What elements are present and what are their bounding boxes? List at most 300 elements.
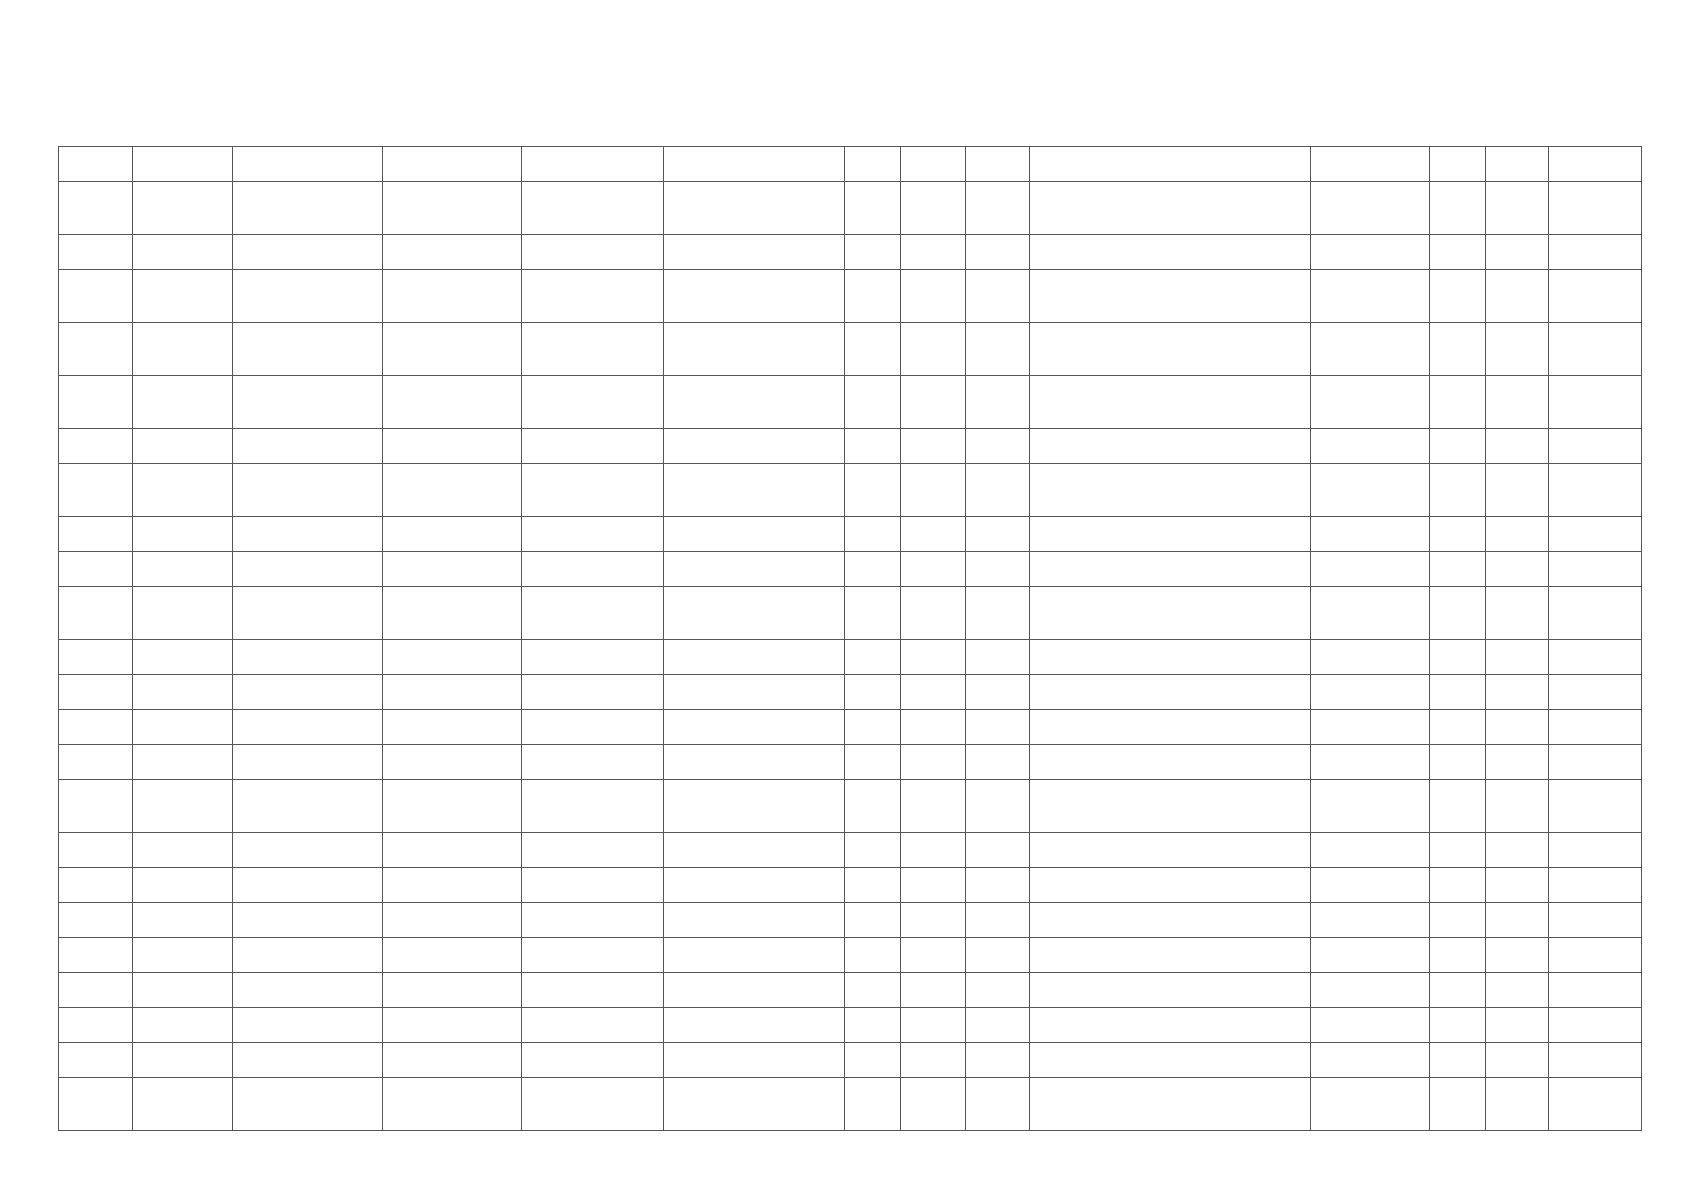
district-cell: [383, 710, 522, 745]
record-id-cell: [133, 710, 233, 745]
street-cell: [664, 903, 845, 938]
table-row: [59, 552, 1642, 587]
building-cell: [901, 833, 966, 868]
priority-cell: [1430, 868, 1486, 903]
street-cell: [664, 235, 845, 270]
end-year-cell: [1549, 903, 1642, 938]
priority-cell: [1430, 1043, 1486, 1078]
municipality-cell: [233, 780, 383, 833]
table-row: [59, 147, 1642, 182]
district-cell: [383, 903, 522, 938]
house-number-cell: [845, 1078, 901, 1131]
year-built-cell: [966, 640, 1030, 675]
plan-year-cell: [1311, 517, 1430, 552]
building-cell: [901, 973, 966, 1008]
start-year-cell: [1486, 464, 1549, 517]
house-number-cell: [845, 376, 901, 429]
house-number-cell: [845, 833, 901, 868]
work-type-cell: [1030, 1008, 1311, 1043]
building-cell: [901, 323, 966, 376]
building-cell: [901, 464, 966, 517]
municipality-cell: [233, 429, 383, 464]
building-cell: [901, 270, 966, 323]
record-id-cell: [133, 780, 233, 833]
street-cell: [664, 517, 845, 552]
district-cell: [383, 938, 522, 973]
house-number-cell: [845, 323, 901, 376]
work-type-cell: [1030, 780, 1311, 833]
start-year-cell: [1486, 552, 1549, 587]
municipality-cell: [233, 640, 383, 675]
municipality-cell: [233, 517, 383, 552]
district-cell: [383, 464, 522, 517]
settlement-cell: [522, 270, 664, 323]
house-id-cell: [59, 1043, 133, 1078]
start-year-cell: [1486, 710, 1549, 745]
record-id-cell: [133, 973, 233, 1008]
table-row: [59, 235, 1642, 270]
priority-cell: [1430, 517, 1486, 552]
table-row: [59, 429, 1642, 464]
year-built-cell: [966, 938, 1030, 973]
district-cell: [383, 973, 522, 1008]
plan-year-cell: [1311, 147, 1430, 182]
table-row: [59, 745, 1642, 780]
record-id-cell: [133, 833, 233, 868]
settlement-cell: [522, 780, 664, 833]
start-year-cell: [1486, 1078, 1549, 1131]
end-year-cell: [1549, 780, 1642, 833]
end-year-cell: [1549, 147, 1642, 182]
house-id-cell: [59, 833, 133, 868]
house-number-cell: [845, 429, 901, 464]
house-number-cell: [845, 464, 901, 517]
start-year-cell: [1486, 745, 1549, 780]
end-year-cell: [1549, 833, 1642, 868]
building-cell: [901, 552, 966, 587]
house-id-cell: [59, 675, 133, 710]
settlement-cell: [522, 745, 664, 780]
district-cell: [383, 745, 522, 780]
building-cell: [901, 182, 966, 235]
district-cell: [383, 640, 522, 675]
work-type-cell: [1030, 464, 1311, 517]
building-cell: [901, 640, 966, 675]
house-id-cell: [59, 640, 133, 675]
start-year-cell: [1486, 429, 1549, 464]
record-id-cell: [133, 376, 233, 429]
house-id-cell: [59, 147, 133, 182]
district-cell: [383, 182, 522, 235]
start-year-cell: [1486, 640, 1549, 675]
year-built-cell: [966, 1008, 1030, 1043]
district-cell: [383, 1043, 522, 1078]
end-year-cell: [1549, 973, 1642, 1008]
house-number-cell: [845, 1008, 901, 1043]
settlement-cell: [522, 182, 664, 235]
street-cell: [664, 640, 845, 675]
municipality-cell: [233, 868, 383, 903]
street-cell: [664, 710, 845, 745]
settlement-cell: [522, 833, 664, 868]
building-cell: [901, 780, 966, 833]
building-cell: [901, 675, 966, 710]
settlement-cell: [522, 868, 664, 903]
municipality-cell: [233, 1078, 383, 1131]
municipality-cell: [233, 903, 383, 938]
end-year-cell: [1549, 868, 1642, 903]
table-row: [59, 710, 1642, 745]
building-cell: [901, 587, 966, 640]
municipality-cell: [233, 973, 383, 1008]
house-id-cell: [59, 938, 133, 973]
record-id-cell: [133, 745, 233, 780]
priority-cell: [1430, 376, 1486, 429]
settlement-cell: [522, 464, 664, 517]
priority-cell: [1430, 270, 1486, 323]
plan-year-cell: [1311, 464, 1430, 517]
priority-cell: [1430, 973, 1486, 1008]
end-year-cell: [1549, 1008, 1642, 1043]
end-year-cell: [1549, 710, 1642, 745]
end-year-cell: [1549, 1043, 1642, 1078]
building-cell: [901, 517, 966, 552]
work-type-cell: [1030, 587, 1311, 640]
settlement-cell: [522, 973, 664, 1008]
table-row: [59, 833, 1642, 868]
plan-year-cell: [1311, 780, 1430, 833]
year-built-cell: [966, 429, 1030, 464]
end-year-cell: [1549, 675, 1642, 710]
street-cell: [664, 1043, 845, 1078]
house-number-cell: [845, 1043, 901, 1078]
end-year-cell: [1549, 745, 1642, 780]
house-number-cell: [845, 868, 901, 903]
end-year-cell: [1549, 938, 1642, 973]
municipality-cell: [233, 235, 383, 270]
municipality-cell: [233, 833, 383, 868]
municipality-cell: [233, 710, 383, 745]
house-id-cell: [59, 235, 133, 270]
district-cell: [383, 587, 522, 640]
plan-year-cell: [1311, 903, 1430, 938]
work-type-cell: [1030, 868, 1311, 903]
table-row: [59, 973, 1642, 1008]
year-built-cell: [966, 517, 1030, 552]
district-cell: [383, 517, 522, 552]
start-year-cell: [1486, 780, 1549, 833]
work-type-cell: [1030, 938, 1311, 973]
settlement-cell: [522, 675, 664, 710]
municipality-cell: [233, 938, 383, 973]
work-type-cell: [1030, 710, 1311, 745]
end-year-cell: [1549, 552, 1642, 587]
registry-table: [58, 146, 1642, 1131]
priority-cell: [1430, 938, 1486, 973]
street-cell: [664, 429, 845, 464]
district-cell: [383, 868, 522, 903]
district-cell: [383, 1008, 522, 1043]
house-id-cell: [59, 710, 133, 745]
house-number-cell: [845, 235, 901, 270]
settlement-cell: [522, 938, 664, 973]
priority-cell: [1430, 147, 1486, 182]
record-id-cell: [133, 1078, 233, 1131]
settlement-cell: [522, 1043, 664, 1078]
building-cell: [901, 1078, 966, 1131]
house-id-cell: [59, 517, 133, 552]
table-row: [59, 938, 1642, 973]
start-year-cell: [1486, 1043, 1549, 1078]
priority-cell: [1430, 903, 1486, 938]
house-number-cell: [845, 938, 901, 973]
street-cell: [664, 833, 845, 868]
house-id-cell: [59, 868, 133, 903]
building-cell: [901, 235, 966, 270]
house-number-cell: [845, 517, 901, 552]
table-row: [59, 903, 1642, 938]
house-id-cell: [59, 745, 133, 780]
priority-cell: [1430, 833, 1486, 868]
work-type-cell: [1030, 833, 1311, 868]
priority-cell: [1430, 587, 1486, 640]
district-cell: [383, 147, 522, 182]
record-id-cell: [133, 147, 233, 182]
end-year-cell: [1549, 376, 1642, 429]
building-cell: [901, 376, 966, 429]
start-year-cell: [1486, 323, 1549, 376]
house-id-cell: [59, 270, 133, 323]
district-cell: [383, 376, 522, 429]
municipality-cell: [233, 147, 383, 182]
district-cell: [383, 429, 522, 464]
house-number-cell: [845, 710, 901, 745]
plan-year-cell: [1311, 323, 1430, 376]
record-id-cell: [133, 1008, 233, 1043]
street-cell: [664, 973, 845, 1008]
street-cell: [664, 464, 845, 517]
table-row: [59, 640, 1642, 675]
settlement-cell: [522, 235, 664, 270]
house-id-cell: [59, 429, 133, 464]
work-type-cell: [1030, 1043, 1311, 1078]
house-id-cell: [59, 376, 133, 429]
plan-year-cell: [1311, 182, 1430, 235]
table-row: [59, 675, 1642, 710]
house-id-cell: [59, 182, 133, 235]
end-year-cell: [1549, 270, 1642, 323]
record-id-cell: [133, 587, 233, 640]
municipality-cell: [233, 270, 383, 323]
priority-cell: [1430, 710, 1486, 745]
street-cell: [664, 552, 845, 587]
priority-cell: [1430, 552, 1486, 587]
settlement-cell: [522, 1078, 664, 1131]
plan-year-cell: [1311, 1043, 1430, 1078]
year-built-cell: [966, 147, 1030, 182]
house-id-cell: [59, 552, 133, 587]
start-year-cell: [1486, 235, 1549, 270]
street-cell: [664, 587, 845, 640]
table-row: [59, 517, 1642, 552]
district-cell: [383, 552, 522, 587]
work-type-cell: [1030, 235, 1311, 270]
record-id-cell: [133, 323, 233, 376]
district-cell: [383, 235, 522, 270]
year-built-cell: [966, 745, 1030, 780]
table-row: [59, 1043, 1642, 1078]
building-cell: [901, 903, 966, 938]
end-year-cell: [1549, 640, 1642, 675]
settlement-cell: [522, 710, 664, 745]
record-id-cell: [133, 938, 233, 973]
settlement-cell: [522, 640, 664, 675]
table-row: [59, 780, 1642, 833]
year-built-cell: [966, 710, 1030, 745]
year-built-cell: [966, 376, 1030, 429]
start-year-cell: [1486, 517, 1549, 552]
settlement-cell: [522, 429, 664, 464]
table-row: [59, 182, 1642, 235]
record-id-cell: [133, 868, 233, 903]
record-id-cell: [133, 675, 233, 710]
end-year-cell: [1549, 182, 1642, 235]
start-year-cell: [1486, 868, 1549, 903]
plan-year-cell: [1311, 376, 1430, 429]
house-id-cell: [59, 1078, 133, 1131]
year-built-cell: [966, 833, 1030, 868]
start-year-cell: [1486, 587, 1549, 640]
municipality-cell: [233, 587, 383, 640]
municipality-cell: [233, 745, 383, 780]
end-year-cell: [1549, 517, 1642, 552]
start-year-cell: [1486, 973, 1549, 1008]
house-id-cell: [59, 1008, 133, 1043]
year-built-cell: [966, 270, 1030, 323]
street-cell: [664, 1078, 845, 1131]
table-row: [59, 1008, 1642, 1043]
work-type-cell: [1030, 323, 1311, 376]
plan-year-cell: [1311, 552, 1430, 587]
priority-cell: [1430, 745, 1486, 780]
municipality-cell: [233, 464, 383, 517]
year-built-cell: [966, 973, 1030, 1008]
year-built-cell: [966, 1043, 1030, 1078]
end-year-cell: [1549, 1078, 1642, 1131]
house-number-cell: [845, 182, 901, 235]
work-type-cell: [1030, 1078, 1311, 1131]
municipality-cell: [233, 182, 383, 235]
record-id-cell: [133, 1043, 233, 1078]
year-built-cell: [966, 323, 1030, 376]
registry-table-body: [59, 147, 1642, 1131]
work-type-cell: [1030, 552, 1311, 587]
record-id-cell: [133, 903, 233, 938]
municipality-cell: [233, 675, 383, 710]
municipality-cell: [233, 376, 383, 429]
year-built-cell: [966, 182, 1030, 235]
record-id-cell: [133, 270, 233, 323]
work-type-cell: [1030, 147, 1311, 182]
house-id-cell: [59, 464, 133, 517]
year-built-cell: [966, 552, 1030, 587]
year-built-cell: [966, 587, 1030, 640]
district-cell: [383, 675, 522, 710]
priority-cell: [1430, 640, 1486, 675]
settlement-cell: [522, 903, 664, 938]
plan-year-cell: [1311, 868, 1430, 903]
district-cell: [383, 270, 522, 323]
end-year-cell: [1549, 464, 1642, 517]
start-year-cell: [1486, 675, 1549, 710]
record-id-cell: [133, 517, 233, 552]
building-cell: [901, 1008, 966, 1043]
work-type-cell: [1030, 903, 1311, 938]
year-built-cell: [966, 464, 1030, 517]
plan-year-cell: [1311, 640, 1430, 675]
street-cell: [664, 270, 845, 323]
house-number-cell: [845, 270, 901, 323]
municipality-cell: [233, 552, 383, 587]
work-type-cell: [1030, 745, 1311, 780]
start-year-cell: [1486, 147, 1549, 182]
work-type-cell: [1030, 640, 1311, 675]
street-cell: [664, 938, 845, 973]
start-year-cell: [1486, 833, 1549, 868]
priority-cell: [1430, 182, 1486, 235]
start-year-cell: [1486, 903, 1549, 938]
plan-year-cell: [1311, 1078, 1430, 1131]
house-number-cell: [845, 780, 901, 833]
settlement-cell: [522, 552, 664, 587]
plan-year-cell: [1311, 973, 1430, 1008]
plan-year-cell: [1311, 938, 1430, 973]
street-cell: [664, 147, 845, 182]
street-cell: [664, 745, 845, 780]
house-number-cell: [845, 675, 901, 710]
end-year-cell: [1549, 429, 1642, 464]
end-year-cell: [1549, 323, 1642, 376]
work-type-cell: [1030, 973, 1311, 1008]
record-id-cell: [133, 182, 233, 235]
work-type-cell: [1030, 376, 1311, 429]
start-year-cell: [1486, 270, 1549, 323]
settlement-cell: [522, 587, 664, 640]
year-built-cell: [966, 675, 1030, 710]
record-id-cell: [133, 552, 233, 587]
plan-year-cell: [1311, 235, 1430, 270]
table-row: [59, 587, 1642, 640]
house-id-cell: [59, 587, 133, 640]
year-built-cell: [966, 868, 1030, 903]
settlement-cell: [522, 323, 664, 376]
priority-cell: [1430, 429, 1486, 464]
priority-cell: [1430, 464, 1486, 517]
street-cell: [664, 376, 845, 429]
start-year-cell: [1486, 938, 1549, 973]
year-built-cell: [966, 1078, 1030, 1131]
work-type-cell: [1030, 675, 1311, 710]
table-row: [59, 1078, 1642, 1131]
street-cell: [664, 323, 845, 376]
house-id-cell: [59, 780, 133, 833]
work-type-cell: [1030, 517, 1311, 552]
house-number-cell: [845, 973, 901, 1008]
record-id-cell: [133, 429, 233, 464]
municipality-cell: [233, 323, 383, 376]
start-year-cell: [1486, 376, 1549, 429]
priority-cell: [1430, 235, 1486, 270]
